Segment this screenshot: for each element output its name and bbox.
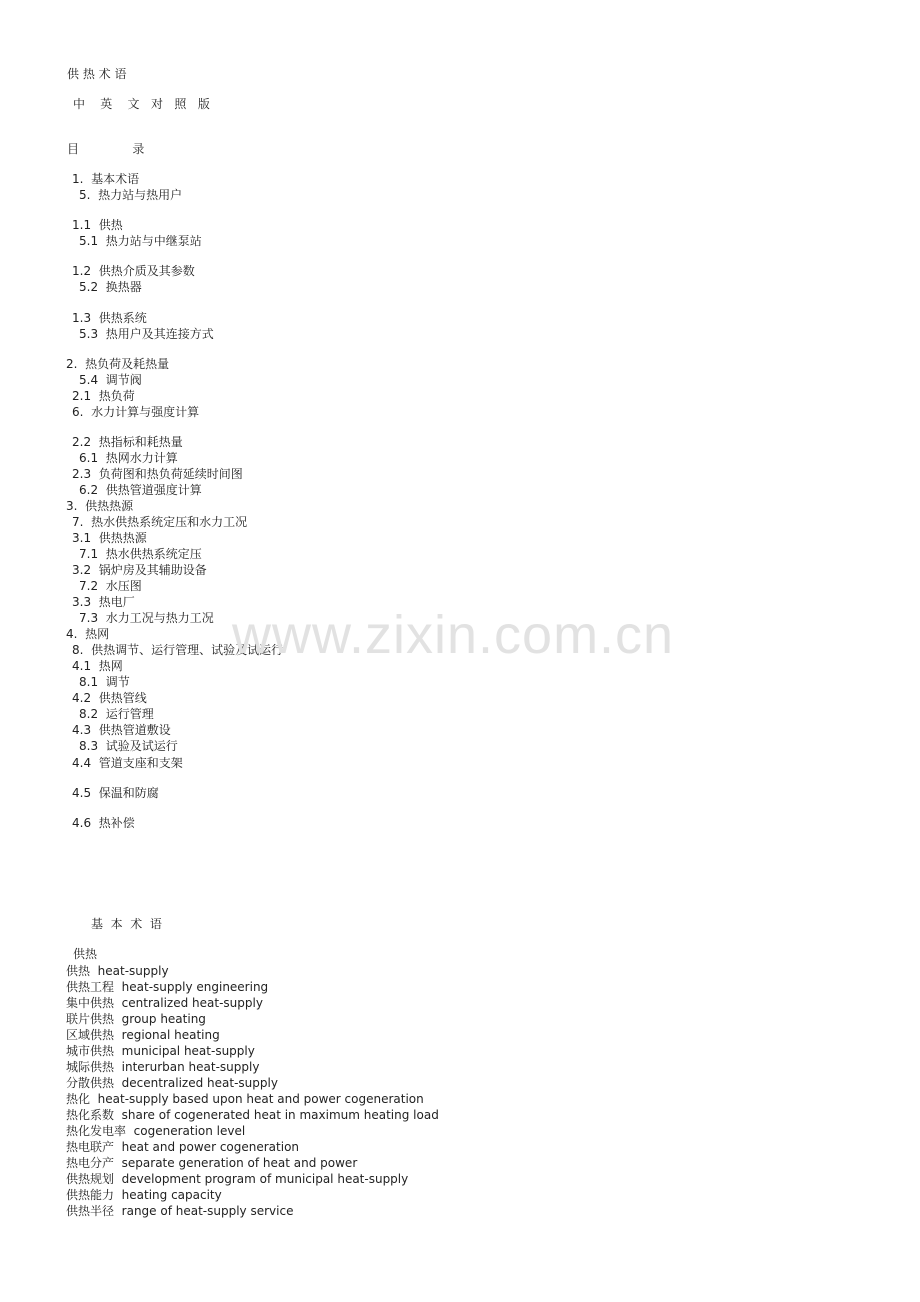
- term-row: [66, 1171, 408, 1187]
- term-zh: 热化: [66, 1092, 91, 1106]
- term-zh: 热电联产: [66, 1140, 115, 1154]
- toc-item: 1.1 供热: [72, 218, 123, 232]
- toc-item: 5.4 调节阀: [79, 373, 142, 387]
- term-en: cogeneration level: [133, 1124, 246, 1138]
- watermark: www.zixin.com.cn: [232, 605, 675, 665]
- term-en: interurban heat-supply: [121, 1060, 260, 1074]
- toc-item: 4.3 供热管道敷设: [72, 723, 171, 737]
- toc-item: 7. 热水供热系统定压和水力工况: [72, 515, 248, 529]
- term-zh: 热化发电率: [66, 1124, 127, 1138]
- term-en: centralized heat-supply: [121, 996, 263, 1010]
- toc-item: 6.1 热网水力计算: [79, 451, 178, 465]
- term-row: [66, 1123, 245, 1139]
- toc-item: 4.4 管道支座和支架: [72, 756, 183, 770]
- term-en: decentralized heat-supply: [121, 1076, 278, 1090]
- document-title: 供 热 术 语: [67, 67, 127, 81]
- term-row: [66, 1011, 206, 1027]
- toc-item: 8.1 调节: [79, 675, 130, 689]
- term-row: [66, 1203, 293, 1219]
- toc-item: 2. 热负荷及耗热量: [66, 357, 170, 371]
- toc-item: 7.3 水力工况与热力工况: [79, 611, 214, 625]
- term-en: share of cogenerated heat in maximum heating load: [121, 1108, 439, 1122]
- term-row: [66, 1027, 220, 1043]
- term-row: [66, 1043, 255, 1059]
- toc-item: 4.2 供热管线: [72, 691, 147, 705]
- toc-item: 3.3 热电厂: [72, 595, 135, 609]
- toc-item: 2.1 热负荷: [72, 389, 135, 403]
- toc-item: 4.1 热网: [72, 659, 123, 673]
- term-zh: 联片供热: [66, 1012, 115, 1026]
- term-row: [66, 1139, 299, 1155]
- toc-heading: 目 录: [67, 142, 145, 156]
- toc-item: 3.1 供热热源: [72, 531, 147, 545]
- toc-item: 5.2 换热器: [79, 280, 142, 294]
- term-zh: 供热半径: [66, 1204, 115, 1218]
- toc-item: 6.2 供热管道强度计算: [79, 483, 202, 497]
- term-row: [66, 995, 263, 1011]
- term-row: [66, 1187, 222, 1203]
- toc-item: 5.3 热用户及其连接方式: [79, 327, 214, 341]
- term-row: [66, 1107, 439, 1123]
- term-row: [66, 1059, 259, 1075]
- toc-item: 1.3 供热系统: [72, 311, 147, 325]
- term-zh: 热化系数: [66, 1108, 115, 1122]
- term-zh: 城际供热: [66, 1060, 115, 1074]
- toc-item: 4.5 保温和防腐: [72, 786, 159, 800]
- document-subtitle: 中 英 文 对 照 版: [73, 97, 210, 111]
- term-zh: 区域供热: [66, 1028, 115, 1042]
- toc-item: 5.1 热力站与中继泵站: [79, 234, 202, 248]
- term-en: development program of municipal heat-supply: [121, 1172, 409, 1186]
- section-subtitle: 供热: [73, 947, 98, 961]
- term-en: regional heating: [121, 1028, 220, 1042]
- term-zh: 供热: [66, 964, 91, 978]
- toc-item: 8.3 试验及试运行: [79, 739, 178, 753]
- term-en: separate generation of heat and power: [121, 1156, 358, 1170]
- toc-item: 8. 供热调节、运行管理、试验及试运行: [72, 643, 284, 657]
- term-row: [66, 963, 169, 979]
- toc-item: 2.2 热指标和耗热量: [72, 435, 183, 449]
- term-en: heat-supply: [97, 964, 169, 978]
- term-row: [66, 1155, 357, 1171]
- toc-item: 7.2 水压图: [79, 579, 142, 593]
- term-zh: 热电分产: [66, 1156, 115, 1170]
- toc-item: 3.2 锅炉房及其辅助设备: [72, 563, 207, 577]
- toc-item: 4. 热网: [66, 627, 110, 641]
- toc-item: 1. 基本术语: [72, 172, 140, 186]
- toc-item: 7.1 热水供热系统定压: [79, 547, 202, 561]
- term-zh: 供热能力: [66, 1188, 115, 1202]
- term-en: heat-supply engineering: [121, 980, 269, 994]
- term-en: heating capacity: [121, 1188, 222, 1202]
- term-zh: 分散供热: [66, 1076, 115, 1090]
- toc-item: 6. 水力计算与强度计算: [72, 405, 200, 419]
- term-zh: 集中供热: [66, 996, 115, 1010]
- term-row: [66, 1091, 424, 1107]
- term-en: heat and power cogeneration: [121, 1140, 300, 1154]
- toc-item: 1.2 供热介质及其参数: [72, 264, 195, 278]
- section-title: 基 本 术 语: [91, 917, 162, 931]
- term-row: [66, 979, 268, 995]
- toc-item: 5. 热力站与热用户: [79, 188, 183, 202]
- term-zh: 城市供热: [66, 1044, 115, 1058]
- term-en: municipal heat-supply: [121, 1044, 255, 1058]
- term-zh: 供热工程: [66, 980, 115, 994]
- term-en: group heating: [121, 1012, 206, 1026]
- term-row: [66, 1075, 278, 1091]
- toc-item: 2.3 负荷图和热负荷延续时间图: [72, 467, 243, 481]
- term-zh: 供热规划: [66, 1172, 115, 1186]
- term-en: heat-supply based upon heat and power cogeneration: [97, 1092, 424, 1106]
- term-en: range of heat-supply service: [121, 1204, 294, 1218]
- toc-item: 3. 供热热源: [66, 499, 134, 513]
- toc-item: 4.6 热补偿: [72, 816, 135, 830]
- toc-item: 8.2 运行管理: [79, 707, 154, 721]
